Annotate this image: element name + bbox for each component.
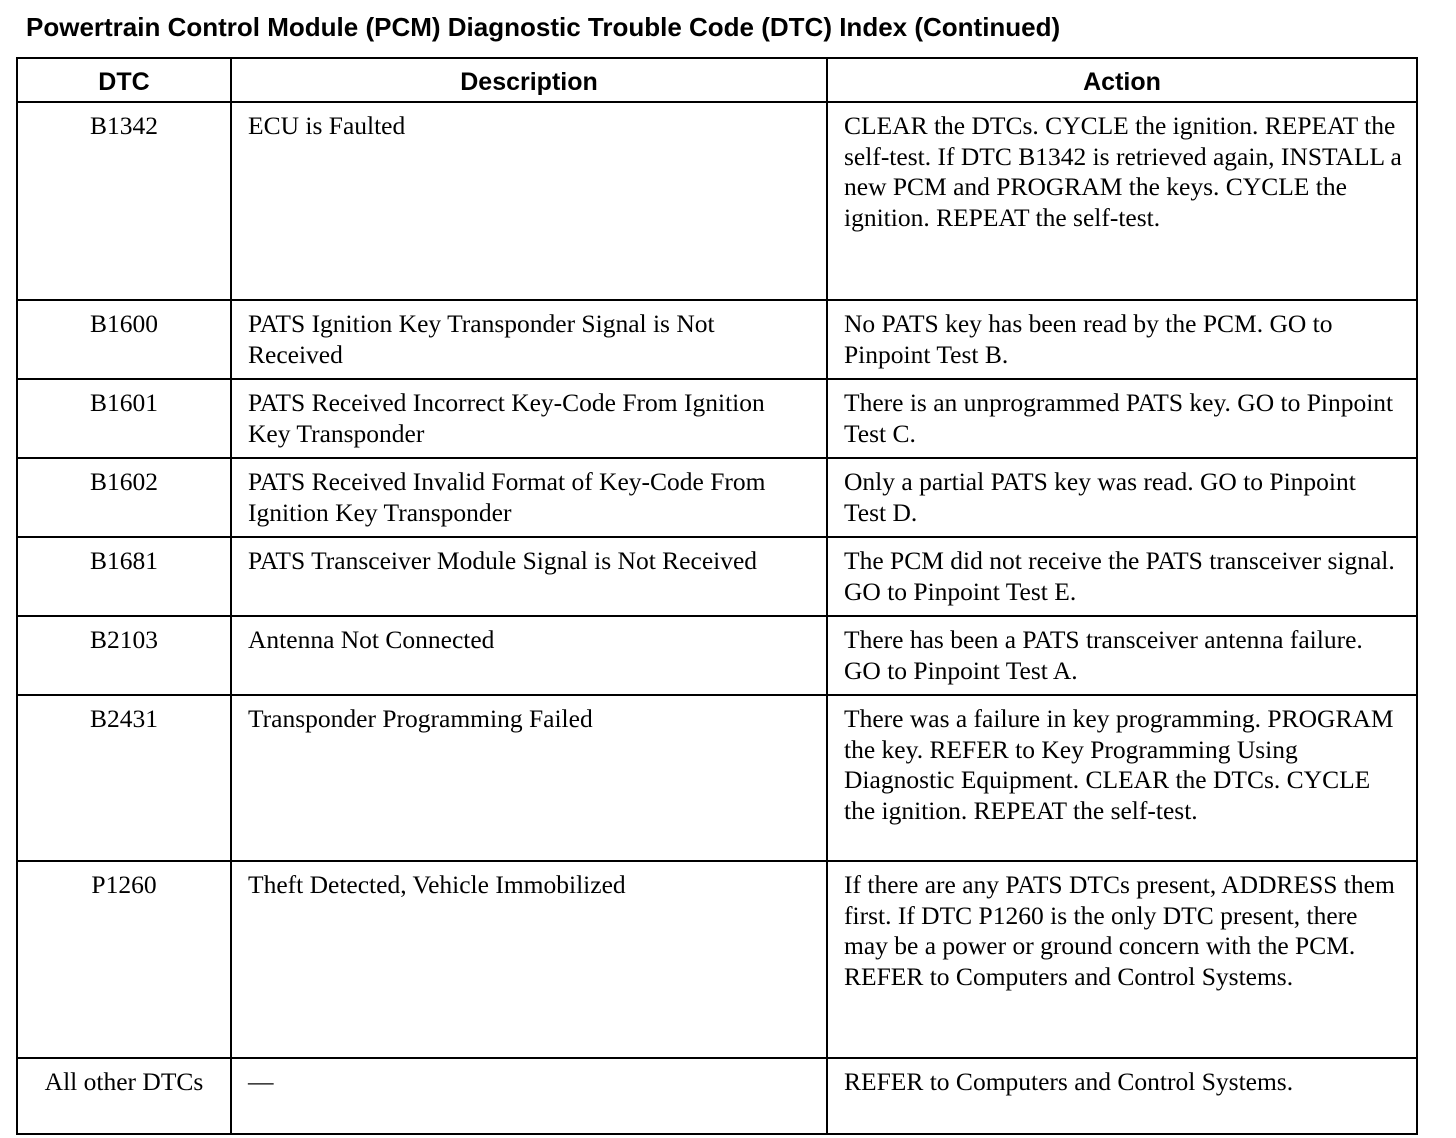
table-row	[17, 300, 1417, 379]
action-cell: CLEAR the DTCs. CYCLE the ignition. REPEAT the self-test. If DTC B1342 is retrieved again, INSTALL a new PCM and PROGRAM the keys. CYCLE the ignition. REPEAT the self-test.	[827, 102, 1417, 300]
column-header-action: Action	[827, 58, 1417, 102]
dtc-code-cell: B2431	[17, 695, 231, 861]
description-cell: ECU is Faulted	[231, 102, 827, 300]
dtc-index-table	[16, 57, 1418, 1135]
description-cell: Transponder Programming Failed	[231, 695, 827, 861]
table-header-row	[17, 58, 1417, 102]
dtc-code-cell: B2103	[17, 616, 231, 695]
action-cell: REFER to Computers and Control Systems.	[827, 1058, 1417, 1134]
description-cell: PATS Received Invalid Format of Key-Code From Ignition Key Transponder	[231, 458, 827, 537]
column-header-description: Description	[231, 58, 827, 102]
description-cell: PATS Ignition Key Transponder Signal is Not Received	[231, 300, 827, 379]
dtc-code-cell: P1260	[17, 861, 231, 1058]
action-cell: There is an unprogrammed PATS key. GO to Pinpoint Test C.	[827, 379, 1417, 458]
description-cell: —	[231, 1058, 827, 1134]
dtc-code-cell: B1601	[17, 379, 231, 458]
description-cell: Antenna Not Connected	[231, 616, 827, 695]
action-cell: Only a partial PATS key was read. GO to Pinpoint Test D.	[827, 458, 1417, 537]
dtc-code-cell: B1602	[17, 458, 231, 537]
table-row	[17, 458, 1417, 537]
dtc-code-cell: All other DTCs	[17, 1058, 231, 1134]
action-cell: There has been a PATS transceiver antenna failure. GO to Pinpoint Test A.	[827, 616, 1417, 695]
action-cell: If there are any PATS DTCs present, ADDRESS them first. If DTC P1260 is the only DTC present, there may be a power or ground concern with the PCM. REFER to Computers and Control Systems.	[827, 861, 1417, 1058]
action-cell: The PCM did not receive the PATS transceiver signal. GO to Pinpoint Test E.	[827, 537, 1417, 616]
column-header-dtc: DTC	[17, 58, 231, 102]
description-cell: PATS Transceiver Module Signal is Not Received	[231, 537, 827, 616]
description-cell: PATS Received Incorrect Key-Code From Ignition Key Transponder	[231, 379, 827, 458]
table-row	[17, 616, 1417, 695]
table-row	[17, 379, 1417, 458]
action-cell: No PATS key has been read by the PCM. GO to Pinpoint Test B.	[827, 300, 1417, 379]
dtc-code-cell: B1342	[17, 102, 231, 300]
table-row	[17, 1058, 1417, 1134]
table-row	[17, 102, 1417, 300]
table-row	[17, 695, 1417, 861]
dtc-code-cell: B1681	[17, 537, 231, 616]
description-cell: Theft Detected, Vehicle Immobilized	[231, 861, 827, 1058]
page-title: Powertrain Control Module (PCM) Diagnostic Trouble Code (DTC) Index (Continued)	[26, 12, 1061, 42]
table-row	[17, 537, 1417, 616]
dtc-code-cell: B1600	[17, 300, 231, 379]
table-row	[17, 861, 1417, 1058]
action-cell: There was a failure in key programming. PROGRAM the key. REFER to Key Programming Using Diagnostic Equipment. CLEAR the DTCs. CYCLE the ignition. REPEAT the self-test.	[827, 695, 1417, 861]
